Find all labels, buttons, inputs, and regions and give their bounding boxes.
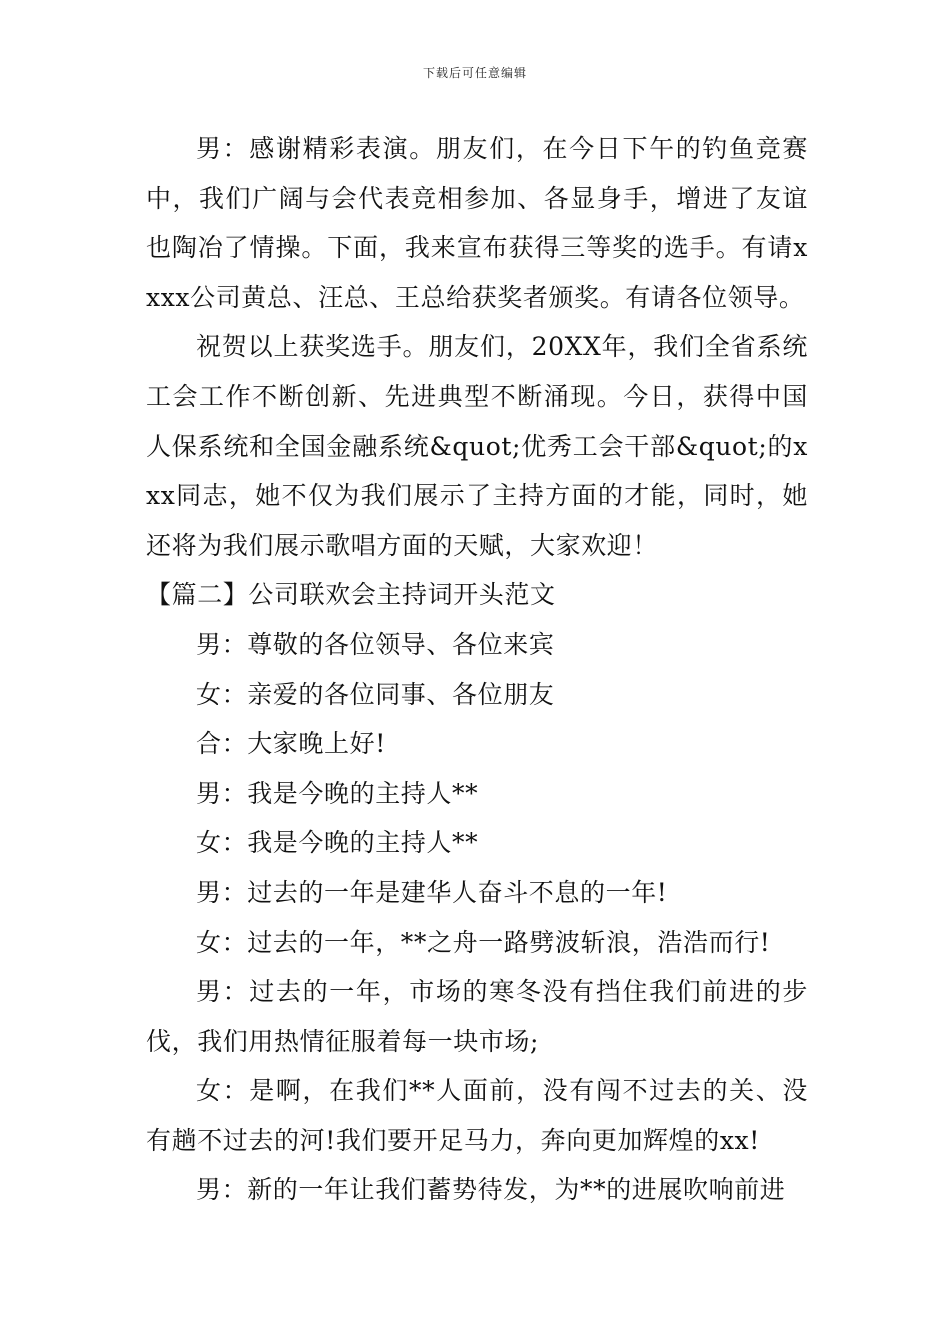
dialogue-line: 女：过去的一年，**之舟一路劈波斩浪，浩浩而行! bbox=[196, 927, 771, 957]
dialogue-line: 合：大家晚上好! bbox=[196, 729, 386, 759]
dialogue-line: 男：过去的一年，市场的寒冬没有挡住我们前进的步伐，我们用热情征服着每一块市场; bbox=[146, 977, 808, 1056]
paragraph: 祝贺以上获奖选手。朋友们，20XX年，我们全省系统工会工作不断创新、先进典型不断涌现。今日，获得中国人保系统和全国金融系统&quot;优秀工会干部&quot;的xxx同志，她不仅为我们展示了主持方面的才能，同时，她还将为我们展示歌唱方面的天赋，大家欢迎！ bbox=[146, 332, 808, 560]
dialogue-line: 女：是啊，在我们**人面前，没有闯不过去的关、没有趟不过去的河!我们要开足马力，奔向更加辉煌的xx! bbox=[146, 1076, 808, 1155]
dialogue-line: 男：我是今晚的主持人** bbox=[196, 778, 479, 808]
dialogue-line: 女：亲爱的各位同事、各位朋友 bbox=[196, 679, 555, 709]
document-body bbox=[146, 124, 808, 1215]
dialogue-line: 男：新的一年让我们蓄势待发，为**的进展吹响前进 bbox=[196, 1175, 786, 1205]
dialogue-line: 男：过去的一年是建华人奋斗不息的一年! bbox=[196, 877, 668, 907]
page-header: 下载后可任意编辑 bbox=[422, 66, 527, 80]
section-heading: 【篇二】公司联欢会主持词开头范文 bbox=[146, 580, 556, 610]
dialogue-line: 女：我是今晚的主持人** bbox=[196, 828, 479, 858]
paragraph: 男：感谢精彩表演。朋友们，在今日下午的钓鱼竞赛中，我们广阔与会代表竞相参加、各显身手，增进了友谊也陶冶了情操。下面，我来宣布获得三等奖的选手。有请xxxx公司黄总、汪总、王总给获奖者颁奖。有请各位领导。 bbox=[146, 134, 808, 312]
dialogue-line: 男：尊敬的各位领导、各位来宾 bbox=[196, 629, 555, 659]
